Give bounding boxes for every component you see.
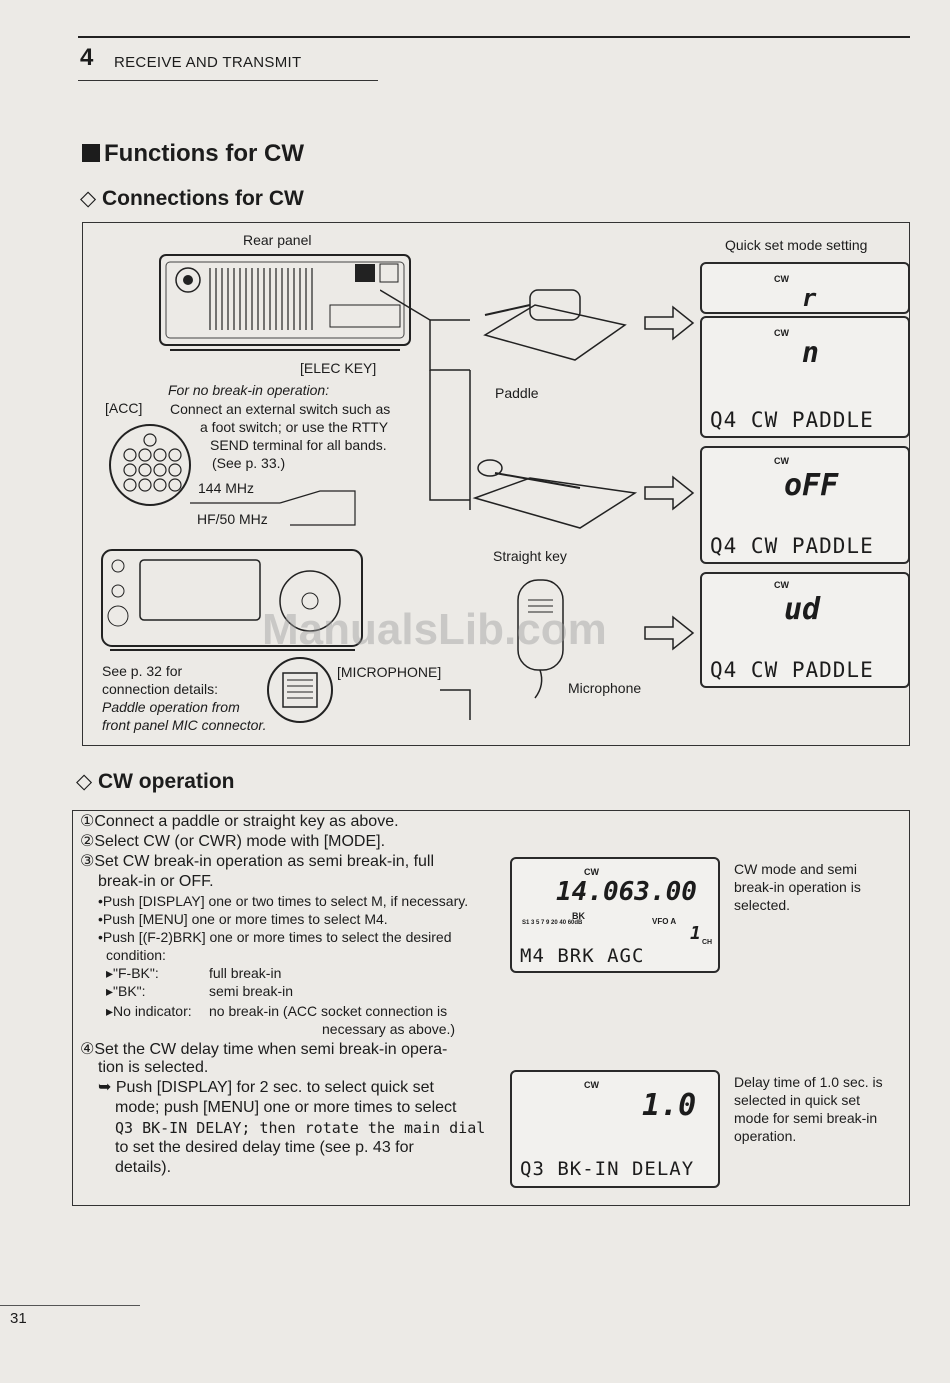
bullet-3a: •Push [(F-2)BRK] one or more times to select the desired — [98, 929, 452, 945]
header-rule — [78, 36, 910, 38]
straight-key-illustration — [470, 448, 640, 538]
no-breakin-text-2: a foot switch; or use the RTTY — [200, 419, 389, 435]
lcd-line: Q4 CW PADDLE — [710, 534, 874, 558]
step-4b: tion is selected. — [98, 1059, 209, 1076]
lcd-display-1 — [700, 262, 910, 314]
lcd-big-value: oFF — [784, 468, 839, 503]
microphone-connector-icon — [265, 655, 335, 725]
lcd-big-value: n — [802, 336, 819, 369]
acc-label: [ACC] — [105, 400, 143, 416]
no-breakin-title: For no break-in operation: — [168, 382, 330, 398]
freq-caption-1: CW mode and semi — [734, 861, 857, 877]
header-underline — [78, 80, 378, 81]
chapter-number: 4 — [80, 44, 94, 71]
bullet-3b: condition: — [106, 947, 166, 963]
lcd-big-value: r — [802, 284, 817, 312]
section-title-text: Functions for CW — [104, 140, 304, 167]
page-number: 31 — [10, 1310, 27, 1327]
delay-caption-3: mode for semi break-in — [734, 1110, 878, 1126]
cond-1-value: full break-in — [209, 965, 282, 981]
bullet-2: •Push [MENU] one or more times to select M4. — [98, 911, 388, 927]
watermark: ManualsLib.com — [262, 605, 607, 654]
cond-2-key: ▸"BK": — [106, 983, 146, 999]
paddle-op-2: front panel MIC connector. — [102, 717, 267, 733]
section-square-icon — [82, 144, 100, 162]
arrow-step-a: ➥ Push [DISPLAY] for 2 sec. to select quick set — [98, 1079, 434, 1096]
vfo-indicator: VFO A — [652, 917, 677, 926]
connections-title: ◇ Connections for CW — [80, 187, 304, 210]
lcd-line: M4 BRK AGC — [520, 945, 645, 967]
footer-rule — [0, 1305, 140, 1306]
connector-lines — [380, 270, 480, 730]
arrow-step-d: to set the desired delay time (see p. 43 for — [115, 1139, 414, 1156]
no-breakin-text-3: SEND terminal for all bands. — [210, 437, 387, 453]
channel-label: CH — [702, 939, 713, 946]
cond-3-key: ▸No indicator: — [106, 1003, 192, 1019]
cond-3-value: no break-in (ACC socket connection is — [209, 1003, 448, 1019]
paddle-illustration — [475, 275, 635, 375]
no-breakin-text-4: (See p. 33.) — [212, 455, 286, 471]
lcd-display-3 — [700, 446, 910, 564]
acc-connector-icon — [105, 420, 195, 510]
no-breakin-text-1: Connect an external switch such as — [170, 401, 391, 417]
cond-2-value: semi break-in — [209, 983, 294, 999]
frequency-display — [510, 857, 720, 973]
microphone-conn-label: [MICROPHONE] — [337, 664, 442, 680]
lcd-line: Q3 BK-IN DELAY — [520, 1158, 695, 1180]
lcd-display-4 — [700, 572, 910, 688]
channel-number: 1 — [690, 923, 701, 944]
frequency-value: 14.063.00 — [556, 877, 697, 907]
arrow-step-c: Q3 BK-IN DELAY; then rotate the main dial — [115, 1119, 486, 1137]
lcd-mode-label: CW — [774, 328, 789, 338]
lcd-line: Q4 CW PADDLE — [710, 408, 874, 432]
section-title — [82, 140, 304, 168]
switch-lines — [190, 485, 360, 535]
bullet-1: •Push [DISPLAY] one or two times to select M, if necessary. — [98, 893, 469, 909]
step-4a: ④Set the CW delay time when semi break-in opera- — [80, 1041, 448, 1058]
paddle-label: Paddle — [495, 385, 539, 401]
rear-panel-label: Rear panel — [243, 232, 312, 248]
conn-details: connection details: — [102, 681, 218, 697]
see-p32: See p. 32 for — [102, 663, 183, 679]
paddle-op-1: Paddle operation from — [102, 699, 240, 715]
delay-caption-2: selected in quick set — [734, 1092, 861, 1108]
delay-display — [510, 1070, 720, 1188]
cond-3-value-2: necessary as above.) — [322, 1021, 456, 1037]
quick-set-label: Quick set mode setting — [725, 237, 868, 253]
cw-operation-title: ◇ CW operation — [76, 770, 235, 793]
delay-caption-4: operation. — [734, 1128, 797, 1144]
microphone-label: Microphone — [568, 680, 642, 696]
chapter-title: RECEIVE AND TRANSMIT — [114, 54, 302, 71]
elec-key-label: [ELEC KEY] — [300, 360, 377, 376]
delay-value: 1.0 — [642, 1088, 697, 1123]
arrow-step-b: mode; push [MENU] one or more times to select — [115, 1099, 457, 1116]
arrow-step-e: details). — [115, 1159, 172, 1176]
hf50-label: HF/50 MHz — [197, 511, 268, 527]
step-3b: break-in or OFF. — [98, 873, 214, 890]
straight-key-label: Straight key — [493, 548, 567, 564]
bk-indicator: BK — [572, 911, 585, 921]
freq-caption-3: selected. — [734, 897, 791, 913]
lcd-mode-label: CW — [774, 274, 789, 284]
s-meter-scale: S1 3 5 7 9 20 40 60dB — [522, 920, 583, 926]
lcd-mode-label: CW — [774, 580, 789, 590]
step-2: ②Select CW (or CWR) mode with [MODE]. — [80, 833, 386, 850]
lcd-line: Q4 CW PADDLE — [710, 658, 874, 682]
mhz144-label: 144 MHz — [198, 480, 255, 496]
arrow-icons — [643, 305, 698, 685]
freq-caption-2: break-in operation is — [734, 879, 861, 895]
lcd-mode-label: CW — [584, 867, 599, 877]
step-3a: ③Set CW break-in operation as semi break-in, full — [80, 853, 435, 870]
lcd-mode-label: CW — [584, 1080, 599, 1090]
step-1: ①Connect a paddle or straight key as above. — [80, 813, 399, 830]
cond-1-key: ▸"F-BK": — [106, 965, 159, 981]
delay-caption-1: Delay time of 1.0 sec. is — [734, 1074, 883, 1090]
lcd-display-2 — [700, 316, 910, 438]
lcd-big-value: ud — [784, 592, 821, 627]
lcd-mode-label: CW — [774, 456, 789, 466]
